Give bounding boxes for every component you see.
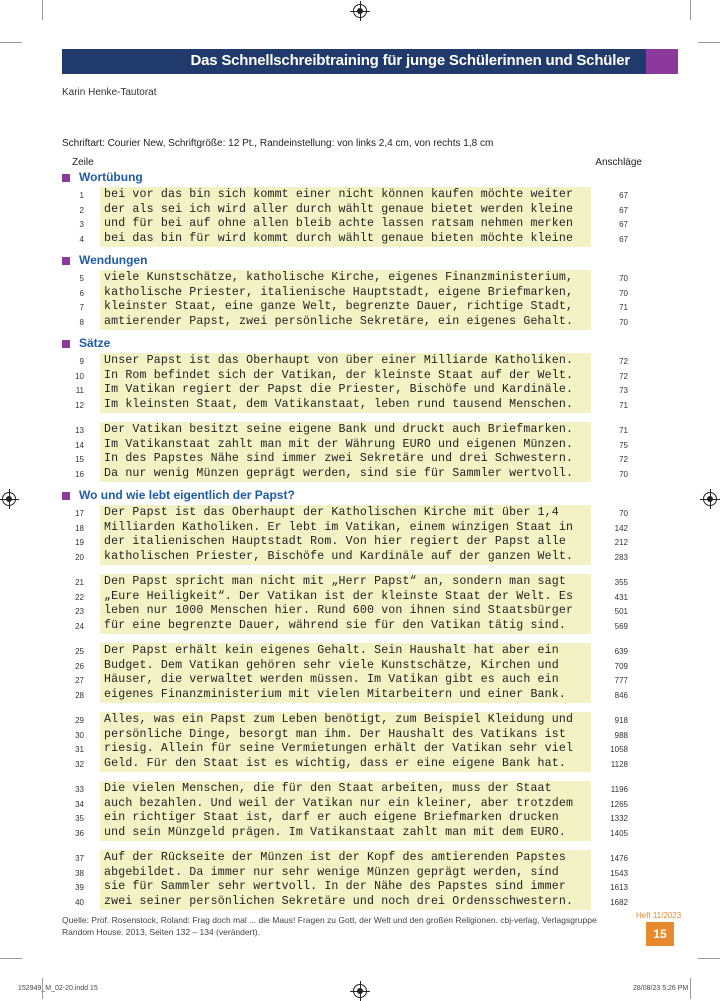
- crop-mark: [0, 42, 22, 43]
- stroke-count: 73: [619, 386, 628, 395]
- text-line: [62, 713, 652, 728]
- stroke-count: 1405: [610, 828, 628, 838]
- crop-mark: [42, 0, 43, 20]
- line-number: 33: [75, 785, 84, 794]
- line-text: eigenes Finanzministerium mit vielen Mitarbeitern und einer Bank.: [104, 687, 566, 701]
- line-text: Der Papst ist das Oberhaupt der Katholischen Kirche mit über 1,4: [104, 506, 559, 519]
- column-header-count: Anschläge: [595, 157, 642, 168]
- line-text: bei vor das bin sich kommt einer nicht können kaufen möchte weiter: [104, 188, 574, 201]
- text-line: [62, 590, 652, 605]
- line-number: 25: [75, 647, 84, 656]
- stroke-count: 72: [619, 455, 628, 464]
- stroke-count: 846: [614, 690, 628, 700]
- title-accent: [646, 49, 678, 74]
- crop-mark: [690, 978, 691, 999]
- line-text: Budget. Dem Vatikan gehören sehr viele Kunstschätze, Kirchen und: [104, 658, 559, 672]
- text-line: [62, 742, 652, 757]
- line-number: 11: [75, 386, 84, 395]
- line-number: 8: [79, 317, 84, 327]
- line-number: 27: [75, 676, 84, 685]
- text-line: [62, 659, 652, 674]
- stroke-count: 1332: [610, 814, 628, 823]
- stroke-count: 72: [619, 371, 628, 381]
- bullet-square-icon: [62, 492, 70, 500]
- text-line: [62, 315, 652, 330]
- line-number: 13: [75, 426, 84, 435]
- stroke-count: 639: [614, 647, 628, 656]
- text-line: [62, 644, 652, 659]
- stroke-count: 72: [619, 357, 628, 366]
- print-slug-date: 28/08/23 5:26 PM: [633, 985, 689, 992]
- text-line: [62, 438, 652, 453]
- stroke-count: 71: [619, 303, 628, 312]
- stroke-count: 70: [619, 288, 628, 298]
- text-line: [62, 203, 652, 218]
- crop-mark: [698, 42, 720, 43]
- stroke-count: 1613: [610, 883, 628, 892]
- stroke-count: 212: [614, 538, 628, 547]
- stroke-count: 283: [614, 552, 628, 562]
- stroke-count: 355: [614, 578, 628, 587]
- line-text: ein richtiger Staat ist, darf er auch eigene Briefmarken drucken: [104, 811, 559, 824]
- line-number: 23: [75, 607, 84, 616]
- line-number: 29: [75, 716, 84, 725]
- line-text: für eine begrenzte Dauer, während sie für den Vatikan tätig sind.: [104, 618, 566, 632]
- text-line: [62, 811, 652, 826]
- crop-mark: [0, 958, 22, 959]
- line-text: Der Vatikan besitzt seine eigene Bank und druckt auch Briefmarken.: [104, 423, 574, 436]
- text-line: [62, 506, 652, 521]
- stroke-count: 918: [614, 716, 628, 725]
- text-line: [62, 826, 652, 841]
- registration-mark-bottom: [353, 984, 367, 998]
- line-number: 1: [79, 191, 84, 200]
- line-text: Im Vatikan regiert der Papst die Priester, Bischöfe und Kardinäle.: [104, 383, 574, 396]
- line-text: Geld. Für den Staat ist es wichtig, dass er eine eigene Bank hat.: [104, 756, 566, 770]
- line-number: 32: [75, 759, 84, 769]
- line-number: 12: [75, 400, 84, 410]
- line-text: und sein Münzgeld prägen. Im Vatikanstaat zahlt man mit dem EURO.: [104, 825, 566, 839]
- stroke-count: 1682: [610, 897, 628, 907]
- line-number: 40: [75, 897, 84, 907]
- line-text: katholische Priester, italienische Hauptstadt, eigene Briefmarken,: [104, 285, 574, 299]
- line-number: 6: [79, 288, 84, 298]
- stroke-count: 67: [619, 205, 628, 215]
- line-number: 36: [75, 828, 84, 838]
- registration-mark-top: [353, 4, 367, 18]
- line-number: 28: [75, 690, 84, 700]
- source-citation: Quelle: Prof. Rosenstock, Roland: Frag doch mal ... die Maus! Fragen zu Gott, der Welt und den großen Religionen. cbj-verlag, Verlagsgruppe Random House. 2013, Seiten 132 – 134 (verändert).: [62, 915, 597, 937]
- page-number-badge: 15: [646, 922, 674, 946]
- line-number: 18: [75, 523, 84, 533]
- stroke-count: 501: [614, 607, 628, 616]
- stroke-count: 988: [614, 730, 628, 740]
- text-line: [62, 300, 652, 315]
- text-line: [62, 369, 652, 384]
- stroke-count: 67: [619, 191, 628, 200]
- line-text: der als sei ich wird aller durch wählt genaue bietet werden kleine: [104, 202, 574, 216]
- stroke-count: 70: [619, 317, 628, 327]
- line-text: katholischen Priester, Bischöfe und Kardinäle auf der ganzen Welt.: [104, 549, 574, 563]
- text-line: [62, 521, 652, 536]
- stroke-count: 70: [619, 509, 628, 518]
- line-number: 3: [79, 220, 84, 229]
- text-line: [62, 728, 652, 743]
- line-text: Im kleinsten Staat, dem Vatikanstaat, leben rund tausend Menschen.: [104, 397, 574, 411]
- line-number: 30: [75, 730, 84, 740]
- line-number: 5: [79, 274, 84, 283]
- text-line: [62, 423, 652, 438]
- line-number: 26: [75, 661, 84, 671]
- line-text: bei das bin für wird kommt durch wählt genaue bieten möchte kleine: [104, 231, 574, 245]
- line-text: In des Papstes Nähe sind immer zwei Sekretäre und drei Schwestern.: [104, 452, 574, 465]
- line-number: 2: [79, 205, 84, 215]
- stroke-count: 1058: [610, 745, 628, 754]
- line-text: Im Vatikanstaat zahlt man mit der Währung EURO und eigenen Münzen.: [104, 437, 574, 451]
- stroke-count: 71: [619, 426, 628, 435]
- line-text: persönliche Dinge, besorgt man ihm. Der Haushalt des Vatikans ist: [104, 727, 566, 741]
- text-line: [62, 782, 652, 797]
- line-text: leben nur 1000 Menschen hier. Rund 600 von ihnen sind Staatsbürger: [104, 604, 574, 617]
- stroke-count: 1265: [610, 799, 628, 809]
- text-line: [62, 354, 652, 369]
- column-header-line: Zeile: [72, 157, 94, 168]
- text-line: [62, 851, 652, 866]
- stroke-count: 1196: [610, 785, 628, 794]
- bullet-square-icon: [62, 340, 70, 348]
- stroke-count: 142: [614, 523, 628, 533]
- text-line: [62, 575, 652, 590]
- author: Karin Henke-Tautorat: [62, 87, 157, 98]
- issue-label: Heft 11/2023: [636, 911, 682, 920]
- line-number: 39: [75, 883, 84, 892]
- line-number: 38: [75, 868, 84, 878]
- line-number: 34: [75, 799, 84, 809]
- stroke-count: 777: [614, 676, 628, 685]
- line-number: 31: [75, 745, 84, 754]
- text-line: [62, 550, 652, 565]
- stroke-count: 1476: [610, 854, 628, 863]
- text-line: [62, 866, 652, 881]
- registration-mark-left: [2, 492, 16, 506]
- line-text: Häuser, die verwaltet werden müssen. Im Vatikan gibt es auch ein: [104, 673, 559, 686]
- stroke-count: 431: [614, 592, 628, 602]
- text-line: [62, 604, 652, 619]
- text-line: [62, 757, 652, 772]
- line-text: Unser Papst ist das Oberhaupt von über einer Milliarde Katholiken.: [104, 354, 574, 367]
- line-text: abgebildet. Da immer nur sehr wenige Münzen geprägt werden, sind: [104, 865, 559, 879]
- line-text: Milliarden Katholiken. Er lebt im Vatikan, einem winzigen Staat in: [104, 520, 574, 534]
- line-number: 16: [75, 469, 84, 479]
- text-line: [62, 398, 652, 413]
- page-title: Das Schnellschreibtraining für junge Schülerinnen und Schüler: [190, 52, 630, 69]
- stroke-count: 67: [619, 234, 628, 244]
- line-number: 21: [75, 578, 84, 587]
- text-line: [62, 797, 652, 812]
- line-text: kleinster Staat, eine ganze Welt, begrenzte Dauer, richtige Stadt,: [104, 300, 574, 313]
- text-line: [62, 688, 652, 703]
- stroke-count: 569: [614, 621, 628, 631]
- stroke-count: 70: [619, 469, 628, 479]
- text-line: [62, 232, 652, 247]
- text-line: [62, 188, 652, 203]
- font-settings: Schriftart: Courier New, Schriftgröße: 12 Pt., Randeinstellung: von links 2,4 cm, von rechts 1,8 cm: [62, 138, 494, 149]
- line-text: und für bei auf ohne allen bleib achte lassen ratsam nehmen merken: [104, 217, 574, 230]
- line-number: 37: [75, 854, 84, 863]
- text-line: [62, 271, 652, 286]
- line-number: 7: [79, 303, 84, 312]
- text-line: [62, 535, 652, 550]
- line-text: „Eure Heiligkeit“. Der Vatikan ist der kleinste Staat der Welt. Es: [104, 589, 574, 603]
- crop-mark: [698, 958, 720, 959]
- line-text: Da nur wenig Münzen geprägt werden, sind sie für Sammler wertvoll.: [104, 466, 574, 480]
- line-text: In Rom befindet sich der Vatikan, der kleinste Staat auf der Welt.: [104, 368, 574, 382]
- line-text: amtierender Papst, zwei persönliche Sekretäre, ein eigenes Gehalt.: [104, 314, 574, 328]
- print-slug-file: 152949_M_02-20.indd 15: [18, 985, 98, 992]
- stroke-count: 71: [619, 400, 628, 410]
- line-text: auch bezahlen. Und weil der Vatikan nur ein kleiner, aber trotzdem: [104, 796, 574, 810]
- line-number: 17: [75, 509, 84, 518]
- line-text: Der Papst erhält kein eigenes Gehalt. Sein Haushalt hat aber ein: [104, 644, 559, 657]
- bullet-square-icon: [62, 174, 70, 182]
- line-text: Den Papst spricht man nicht mit „Herr Papst“ an, sondern man sagt: [104, 575, 566, 588]
- line-text: zwei seiner persönlichen Sekretäre und noch drei Ordensschwestern.: [104, 894, 574, 908]
- line-number: 22: [75, 592, 84, 602]
- line-text: sie für Sammler sehr wertvoll. In der Nähe des Papstes sind immer: [104, 880, 566, 893]
- line-text: Auf der Rückseite der Münzen ist der Kopf des amtierenden Papstes: [104, 851, 566, 864]
- stroke-count: 1128: [610, 759, 628, 769]
- line-number: 14: [75, 440, 84, 450]
- line-number: 24: [75, 621, 84, 631]
- registration-mark-right: [703, 492, 717, 506]
- line-number: 10: [75, 371, 84, 381]
- crop-mark: [690, 0, 691, 20]
- stroke-count: 75: [619, 440, 628, 450]
- text-line: [62, 619, 652, 634]
- text-line: [62, 467, 652, 482]
- line-text: riesig. Allein für seine Vermietungen erhält der Vatikan sehr viel: [104, 742, 574, 755]
- stroke-count: 1543: [610, 868, 628, 878]
- text-line: [62, 452, 652, 467]
- line-number: 35: [75, 814, 84, 823]
- line-number: 4: [79, 234, 84, 244]
- line-number: 15: [75, 455, 84, 464]
- line-text: Die vielen Menschen, die für den Staat arbeiten, muss der Staat: [104, 782, 552, 795]
- line-number: 9: [79, 357, 84, 366]
- text-line: [62, 217, 652, 232]
- text-line: [62, 286, 652, 301]
- line-number: 19: [75, 538, 84, 547]
- stroke-count: 709: [614, 661, 628, 671]
- text-line: [62, 880, 652, 895]
- line-text: der italienischen Hauptstadt Rom. Von hier regiert der Papst alle: [104, 535, 566, 548]
- title-bar: [62, 49, 646, 74]
- line-text: viele Kunstschätze, katholische Kirche, eigenes Finanzministerium,: [104, 271, 574, 284]
- bullet-square-icon: [62, 257, 70, 265]
- line-text: Alles, was ein Papst zum Leben benötigt, zum Beispiel Kleidung und: [104, 713, 574, 726]
- text-line: [62, 895, 652, 910]
- text-line: [62, 383, 652, 398]
- line-number: 20: [75, 552, 84, 562]
- stroke-count: 67: [619, 220, 628, 229]
- text-line: [62, 673, 652, 688]
- stroke-count: 70: [619, 274, 628, 283]
